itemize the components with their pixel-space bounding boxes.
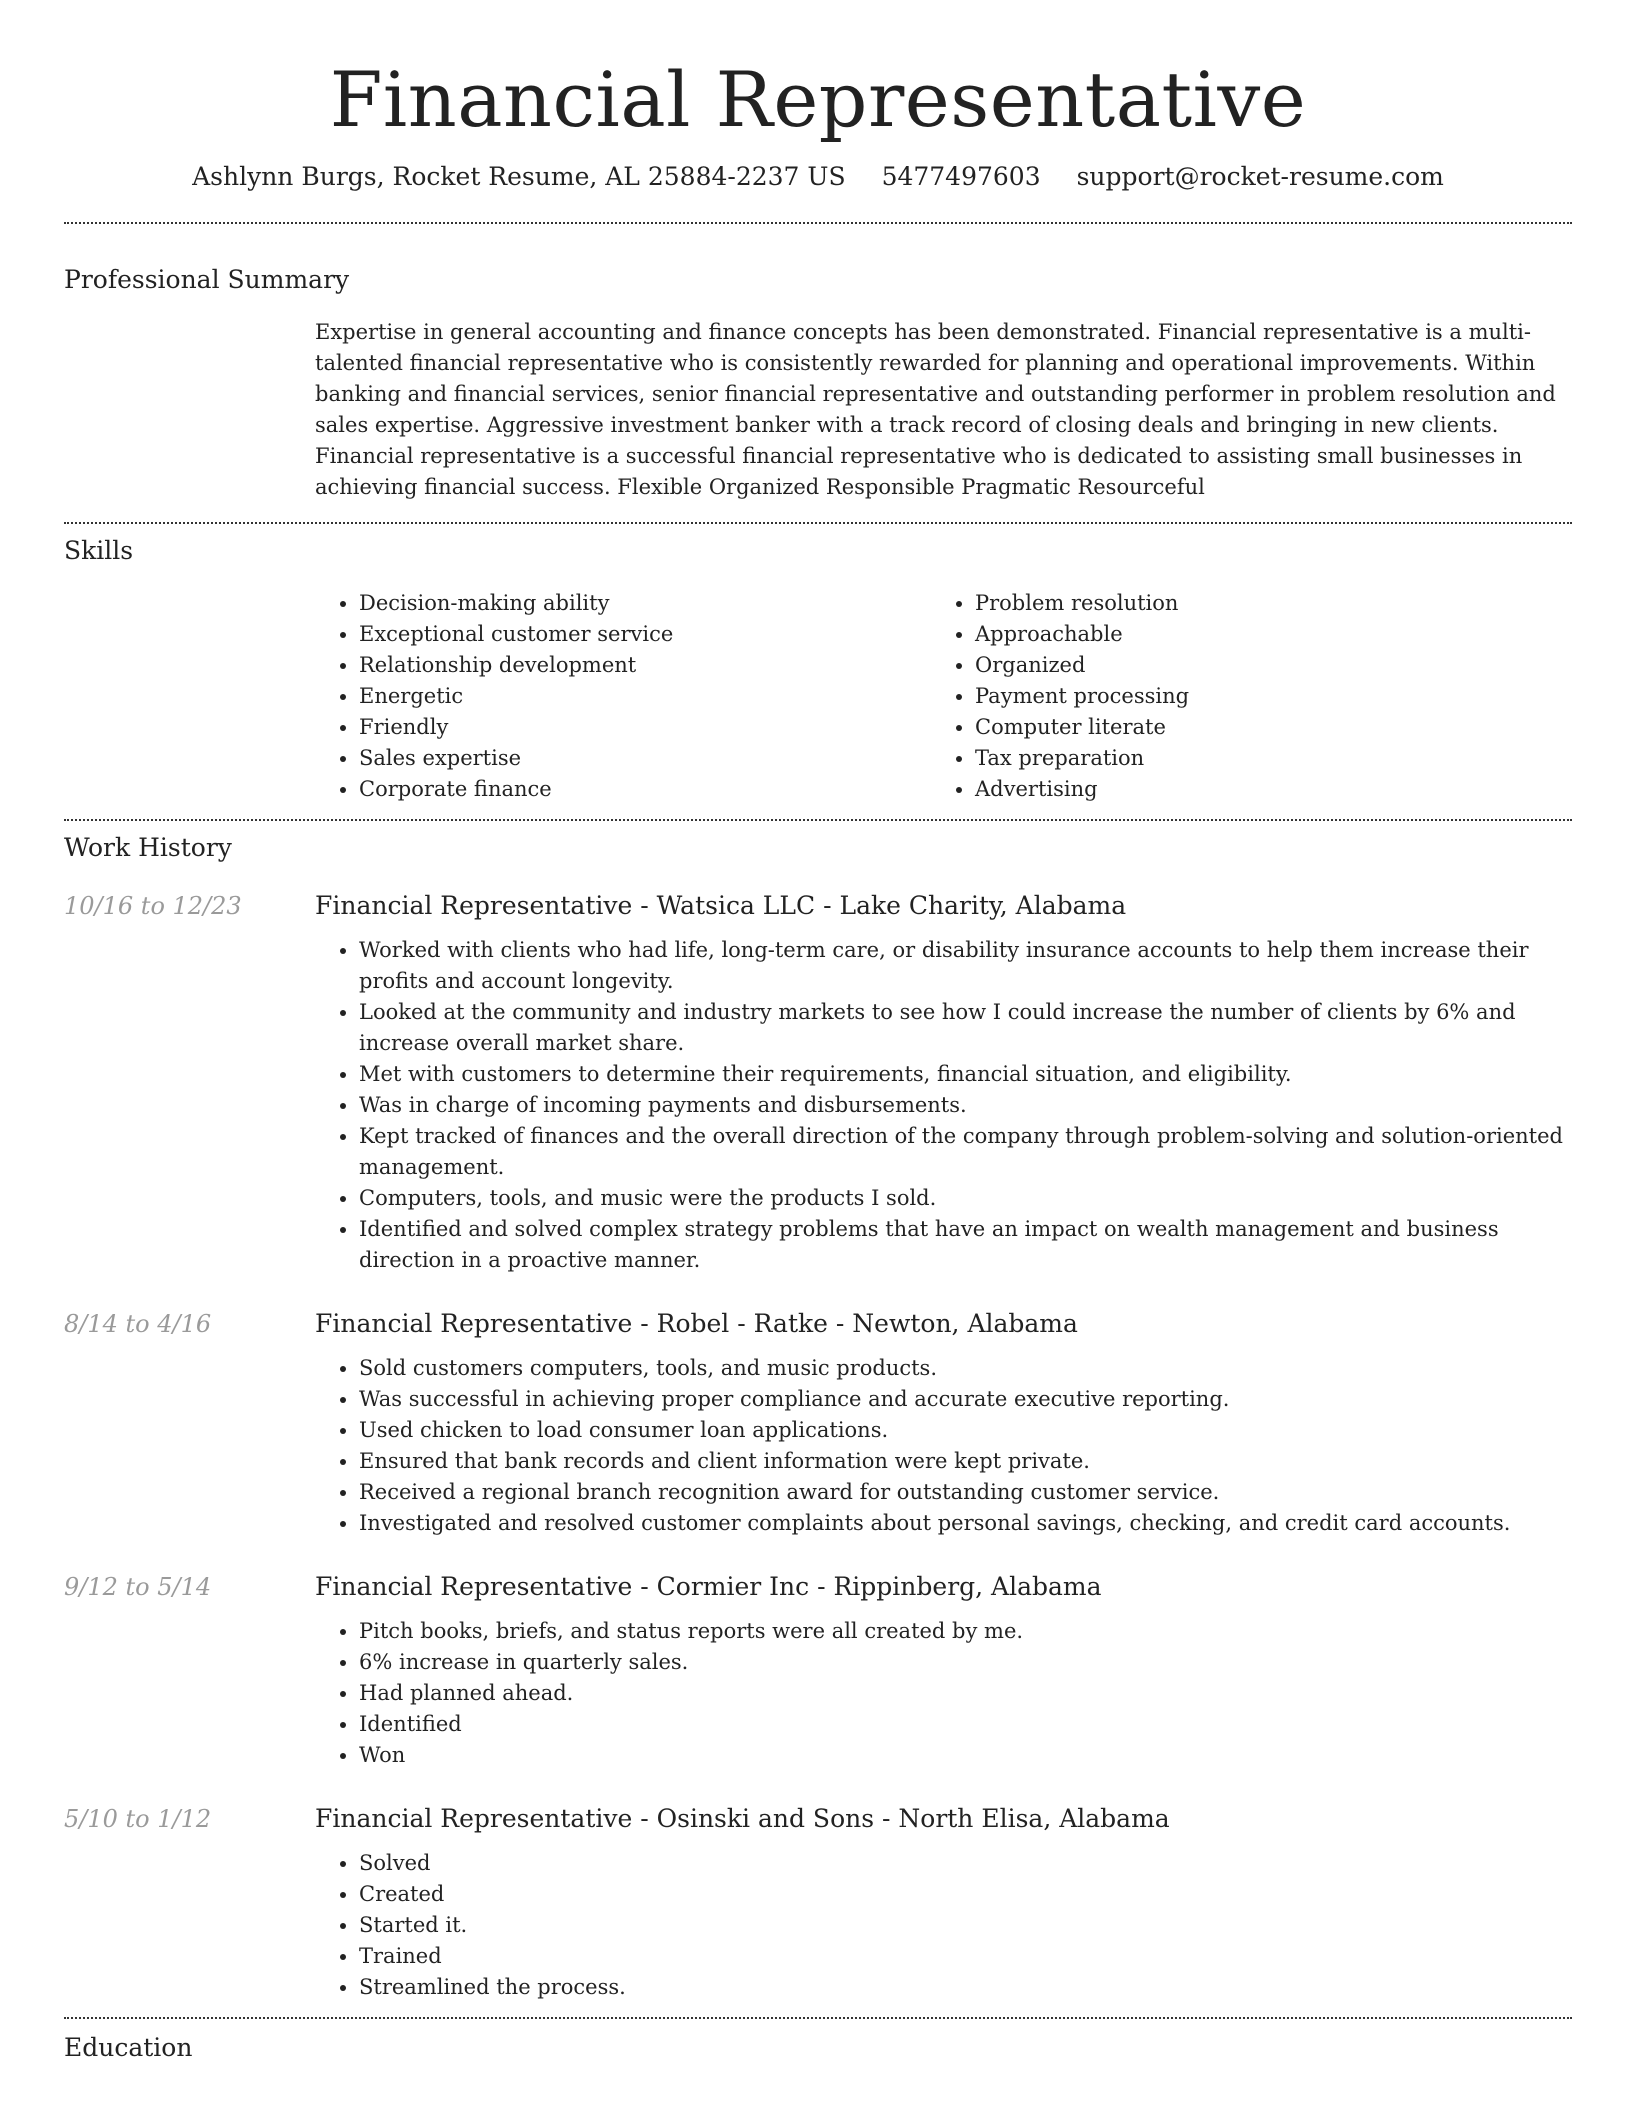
job-bullets — [315, 1353, 1572, 1539]
job-bullet: • Used chicken to load consumer loan applications. — [359, 1415, 1572, 1446]
job-entry — [64, 889, 1572, 1276]
skill-item: • Advertising — [975, 774, 1547, 805]
job-bullet: • Computers, tools, and music were the products I sold. — [359, 1183, 1572, 1214]
skill-item: • Sales expertise — [359, 743, 931, 774]
skill-item: • Relationship development — [359, 650, 931, 681]
job-bullet: • Received a regional branch recognition award for outstanding customer service. — [359, 1477, 1572, 1508]
job-bullet: • Pitch books, briefs, and status reports were all created by me. — [359, 1616, 1572, 1647]
contact-address: Ashlynn Burgs, Rocket Resume, AL 25884-2237 US — [192, 162, 846, 191]
job-bullet: • 6% increase in quarterly sales. — [359, 1647, 1572, 1678]
job-bullets — [315, 1848, 1572, 2003]
job-title: Financial Representative - Robel - Ratke - Newton, Alabama — [315, 1309, 1078, 1338]
skills-list-right — [931, 588, 1547, 805]
job-bullet: • Won — [359, 1740, 1572, 1771]
resume-page — [64, 0, 1572, 2065]
skill-item: • Tax preparation — [975, 743, 1547, 774]
skills-list-left — [315, 588, 931, 805]
job-title: Financial Representative - Osinski and Sons - North Elisa, Alabama — [315, 1804, 1170, 1833]
skill-item: • Friendly — [359, 712, 931, 743]
job-body — [315, 889, 1572, 1276]
skill-item: • Organized — [975, 650, 1547, 681]
skill-item: • Problem resolution — [975, 588, 1547, 619]
job-title: Financial Representative - Watsica LLC - Lake Charity, Alabama — [315, 891, 1127, 920]
job-title: Financial Representative - Cormier Inc - Rippinberg, Alabama — [315, 1572, 1102, 1601]
job-bullet: • Was successful in achieving proper compliance and accurate executive reporting. — [359, 1384, 1572, 1415]
skill-item: • Exceptional customer service — [359, 619, 931, 650]
contact-phone: 5477497603 — [881, 162, 1041, 191]
skills-column-right — [931, 588, 1547, 805]
job-bullet: • Investigated and resolved customer complaints about personal savings, checking, and credit card accounts. — [359, 1508, 1572, 1539]
skill-item: • Approachable — [975, 619, 1547, 650]
summary-text: Expertise in general accounting and finance concepts has been demonstrated. Financial representative is a multi-talented financial representative who is consistently rewarded for planning and operational improvements. Within banking and financial services, senior financial representative and outstanding performer in problem resolution and sales expertise. Aggressive investment banker with a track record of closing deals and bringing in new clients. Financial representative is a successful financial representative who is dedicated to assisting small businesses in achieving financial success. Flexible Organized Responsible Pragmatic Resourceful — [315, 320, 1556, 499]
contact-line — [64, 160, 1572, 194]
job-dates: 9/12 to 5/14 — [64, 1573, 212, 1601]
section-heading-education: Education — [64, 2033, 193, 2062]
job-entry — [64, 1307, 1572, 1539]
job-body — [315, 1307, 1572, 1539]
job-entry — [64, 1802, 1572, 2003]
summary-body — [315, 317, 1572, 503]
job-bullet: • Identified — [359, 1709, 1572, 1740]
section-heading-work: Work History — [64, 833, 232, 862]
job-bullet: • Identified and solved complex strategy problems that have an impact on wealth management and business direction in a proactive manner. — [359, 1214, 1572, 1276]
job-bullet: • Was in charge of incoming payments and disbursements. — [359, 1090, 1572, 1121]
job-dates: 8/14 to 4/16 — [64, 1310, 212, 1338]
job-bullet: • Ensured that bank records and client information were kept private. — [359, 1446, 1572, 1477]
job-bullet: • Sold customers computers, tools, and music products. — [359, 1353, 1572, 1384]
job-bullets — [315, 935, 1572, 1276]
job-bullet: • Looked at the community and industry markets to see how I could increase the number of clients by 6% and increase overall market share. — [359, 997, 1572, 1059]
skill-item: • Decision-making ability — [359, 588, 931, 619]
job-bullets — [315, 1616, 1572, 1771]
job-bullet: • Worked with clients who had life, long-term care, or disability insurance accounts to help them increase their profits and account longevity. — [359, 935, 1572, 997]
job-body — [315, 1570, 1572, 1771]
job-body — [315, 1802, 1572, 2003]
skills-body — [315, 588, 1572, 805]
job-bullet: • Solved — [359, 1848, 1572, 1879]
section-heading-summary: Professional Summary — [64, 265, 350, 294]
section-heading-skills: Skills — [64, 536, 134, 565]
resume-title: Financial Representative — [329, 55, 1307, 144]
contact-email: support@rocket-resume.com — [1076, 162, 1444, 191]
job-bullet: • Started it. — [359, 1910, 1572, 1941]
job-bullet: • Streamlined the process. — [359, 1972, 1572, 2003]
skills-column-left — [315, 588, 931, 805]
skill-item: • Energetic — [359, 681, 931, 712]
job-bullet: • Met with customers to determine their requirements, financial situation, and eligibility. — [359, 1059, 1572, 1090]
skill-item: • Corporate finance — [359, 774, 931, 805]
job-dates: 5/10 to 1/12 — [64, 1805, 212, 1833]
job-dates: 10/16 to 12/23 — [64, 892, 242, 920]
job-bullet: • Kept tracked of finances and the overall direction of the company through problem-solving and solution-oriented management. — [359, 1121, 1572, 1183]
skill-item: • Payment processing — [975, 681, 1547, 712]
job-bullet: • Created — [359, 1879, 1572, 1910]
job-entry — [64, 1570, 1572, 1771]
job-bullet: • Trained — [359, 1941, 1572, 1972]
skill-item: • Computer literate — [975, 712, 1547, 743]
job-bullet: • Had planned ahead. — [359, 1678, 1572, 1709]
